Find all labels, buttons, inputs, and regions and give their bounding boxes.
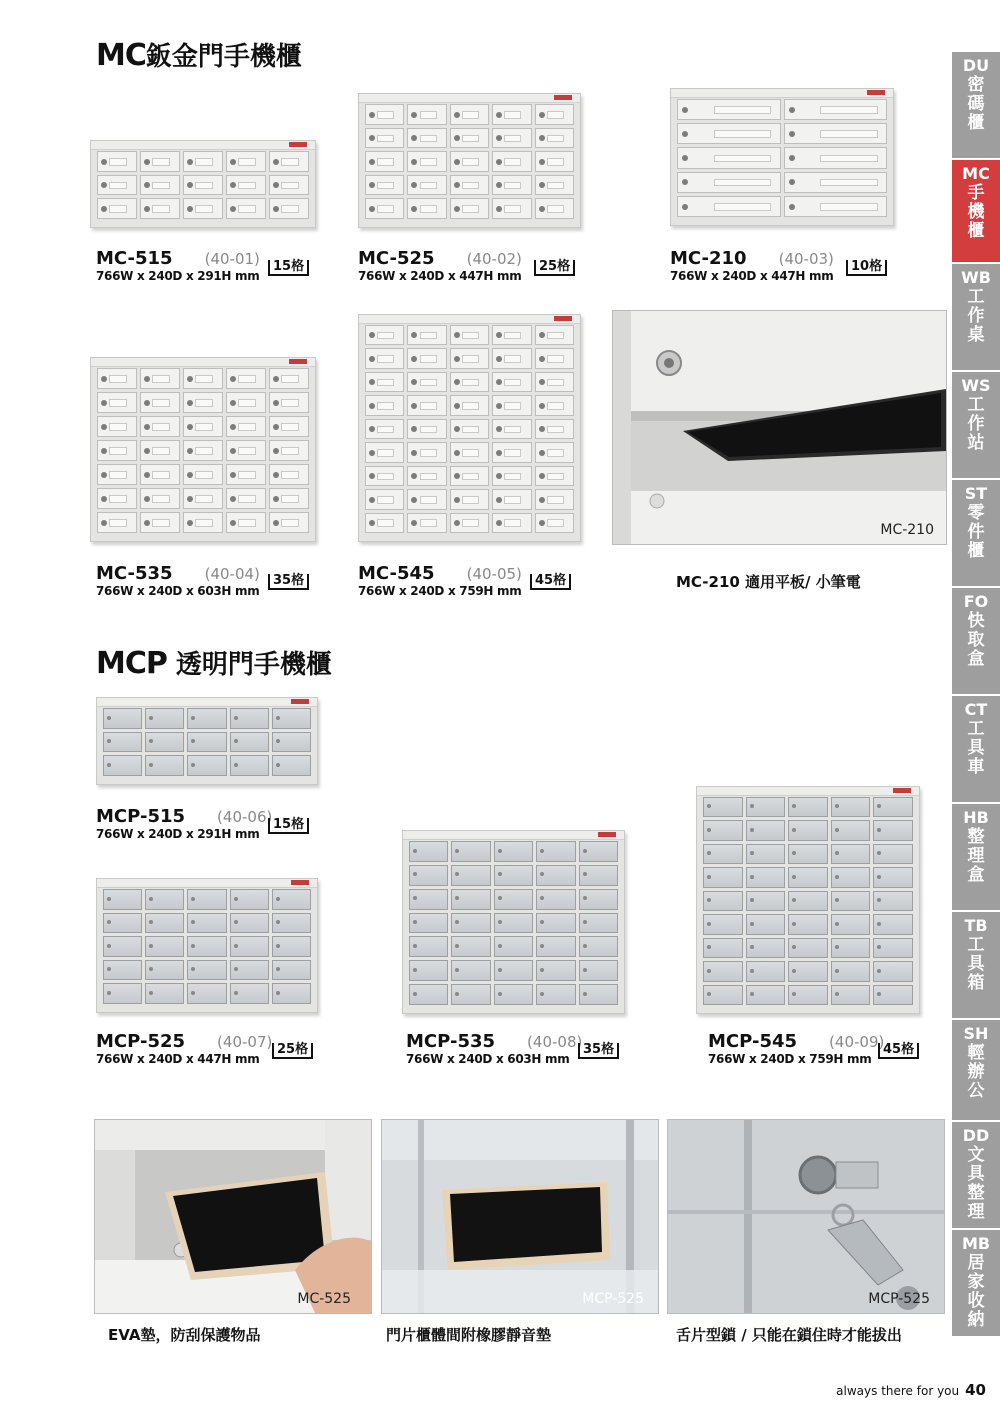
photo-rubber-pad	[381, 1119, 659, 1314]
tab-code: FO	[963, 592, 989, 611]
tab-label: 文具整理	[967, 1145, 985, 1222]
product-label-mcp-525	[96, 1031, 272, 1066]
side-tab-ws[interactable]	[952, 372, 1000, 480]
tab-code: SH	[963, 1024, 989, 1043]
product-dimensions: 766W x 240D x 291H mm	[96, 827, 260, 841]
tab-code: DD	[962, 1126, 990, 1145]
tab-label: 快取盒	[967, 611, 985, 669]
product-dimensions: 766W x 240D x 603H mm	[406, 1052, 570, 1066]
section-title-text: 透明門手機櫃	[175, 650, 332, 680]
tab-label: 零件櫃	[967, 503, 985, 561]
product-label-mcp-515	[96, 806, 272, 841]
side-tab-tb[interactable]	[952, 912, 1000, 1020]
phone-drawer-illustration	[95, 1120, 371, 1313]
product-name: MCP-515	[96, 806, 186, 827]
footer-slogan: always there for you	[836, 1384, 960, 1398]
product-code: (40-05)	[466, 565, 522, 583]
product-label-mc-535	[96, 563, 260, 598]
caption-rubber: 門片櫃體間附橡膠靜音墊	[386, 1326, 552, 1344]
cabinet-mc-515	[90, 140, 316, 228]
product-name: MCP-525	[96, 1031, 186, 1052]
product-name: MC-535	[96, 563, 173, 584]
tablet-drawer-illustration	[613, 311, 946, 544]
tab-label: 居家收納	[967, 1253, 985, 1330]
product-dimensions: 766W x 240D x 759H mm	[708, 1052, 872, 1066]
section-code: MC	[96, 38, 146, 73]
product-code: (40-01)	[204, 250, 260, 268]
section-title-text: 鈑金門手機櫃	[145, 42, 302, 72]
photo-label: MC-525	[297, 1291, 351, 1307]
cabinet-mcp-525	[96, 878, 318, 1013]
product-code: (40-03)	[778, 250, 834, 268]
tab-label: 工作站	[967, 395, 985, 453]
product-dimensions: 766W x 240D x 447H mm	[358, 269, 522, 283]
grid-count-badge: 15格	[268, 260, 309, 276]
tab-code: CT	[964, 700, 988, 719]
key-lock-illustration	[668, 1120, 944, 1313]
tab-label: 工具車	[967, 719, 985, 777]
cabinet-mc-210	[670, 88, 894, 226]
grid-count-badge: 15格	[268, 818, 309, 834]
grid-count-badge: 10格	[846, 260, 887, 276]
tab-code: MC	[962, 164, 990, 183]
tab-code: ST	[964, 484, 988, 503]
product-name: MCP-535	[406, 1031, 496, 1052]
tab-code: MB	[961, 1234, 991, 1253]
tab-label: 輕辦公	[967, 1043, 985, 1101]
section-title-mcp	[96, 644, 332, 681]
caption-tablet: MC-210 適用平板/ 小筆電	[676, 573, 861, 591]
grid-count-badge: 45格	[530, 574, 571, 590]
tab-label: 整理盒	[967, 827, 985, 885]
grid-count-badge: 45格	[878, 1043, 919, 1059]
photo-eva-pad	[94, 1119, 372, 1314]
cabinet-mc-535	[90, 357, 316, 542]
product-label-mcp-535	[406, 1031, 582, 1066]
clear-door-phone-illustration	[382, 1120, 658, 1313]
product-code: (40-04)	[204, 565, 260, 583]
tab-label: 工具箱	[967, 935, 985, 993]
tab-code: HB	[963, 808, 989, 827]
product-name: MCP-545	[708, 1031, 798, 1052]
grid-count-badge: 25格	[272, 1043, 313, 1059]
product-dimensions: 766W x 240D x 291H mm	[96, 269, 260, 283]
cabinet-mcp-535	[402, 830, 625, 1014]
product-name: MC-525	[358, 248, 435, 269]
page-number: 40	[965, 1381, 986, 1399]
product-dimensions: 766W x 240D x 447H mm	[670, 269, 834, 283]
product-name: MC-210	[670, 248, 747, 269]
product-name: MC-515	[96, 248, 173, 269]
photo-label: MC-210	[880, 522, 934, 538]
side-tab-st[interactable]	[952, 480, 1000, 588]
caption-eva: EVA墊，防刮保護物品	[108, 1326, 261, 1344]
side-tab-ct[interactable]	[952, 696, 1000, 804]
photo-tongue-lock	[667, 1119, 945, 1314]
tab-code: WB	[961, 268, 991, 287]
side-tab-mc[interactable]	[952, 160, 1000, 264]
product-code: (40-02)	[466, 250, 522, 268]
side-tab-dd[interactable]	[952, 1122, 1000, 1230]
grid-count-badge: 35格	[268, 574, 309, 590]
tab-code: WS	[961, 376, 991, 395]
tab-label: 手機櫃	[967, 183, 985, 241]
photo-mc-210-tablet	[612, 310, 947, 545]
product-code: (40-07)	[217, 1033, 273, 1051]
product-label-mc-525	[358, 248, 522, 283]
product-label-mc-515	[96, 248, 260, 283]
product-code: (40-08)	[527, 1033, 583, 1051]
photo-label: MCP-525	[868, 1291, 930, 1307]
cabinet-mcp-515	[96, 697, 318, 785]
product-dimensions: 766W x 240D x 759H mm	[358, 584, 522, 598]
side-tab-sh[interactable]	[952, 1020, 1000, 1122]
page-footer	[836, 1381, 986, 1399]
side-tab-hb[interactable]	[952, 804, 1000, 912]
side-tab-du[interactable]	[952, 52, 1000, 160]
product-code: (40-09)	[829, 1033, 885, 1051]
grid-count-badge: 25格	[534, 260, 575, 276]
product-label-mc-210	[670, 248, 834, 283]
grid-count-badge: 35格	[578, 1043, 619, 1059]
product-dimensions: 766W x 240D x 447H mm	[96, 1052, 260, 1066]
section-title-mc	[96, 36, 302, 73]
photo-label: MCP-525	[582, 1291, 644, 1307]
caption-lock: 舌片型鎖 / 只能在鎖住時才能拔出	[676, 1326, 902, 1344]
cabinet-mc-525	[358, 93, 581, 228]
side-tab-fo[interactable]	[952, 588, 1000, 696]
tab-label: 密碼櫃	[967, 75, 985, 133]
product-label-mc-545	[358, 563, 522, 598]
tab-code: DU	[962, 56, 990, 75]
product-dimensions: 766W x 240D x 603H mm	[96, 584, 260, 598]
cabinet-mc-545	[358, 314, 581, 542]
product-name: MC-545	[358, 563, 435, 584]
product-code: (40-06)	[217, 808, 273, 826]
side-tab-mb[interactable]	[952, 1230, 1000, 1338]
tab-label: 工作桌	[967, 287, 985, 345]
tab-code: TB	[964, 916, 988, 935]
product-label-mcp-545	[708, 1031, 884, 1066]
cabinet-mcp-545	[696, 786, 920, 1014]
section-code: MCP	[96, 646, 167, 681]
side-tab-wb[interactable]	[952, 264, 1000, 372]
